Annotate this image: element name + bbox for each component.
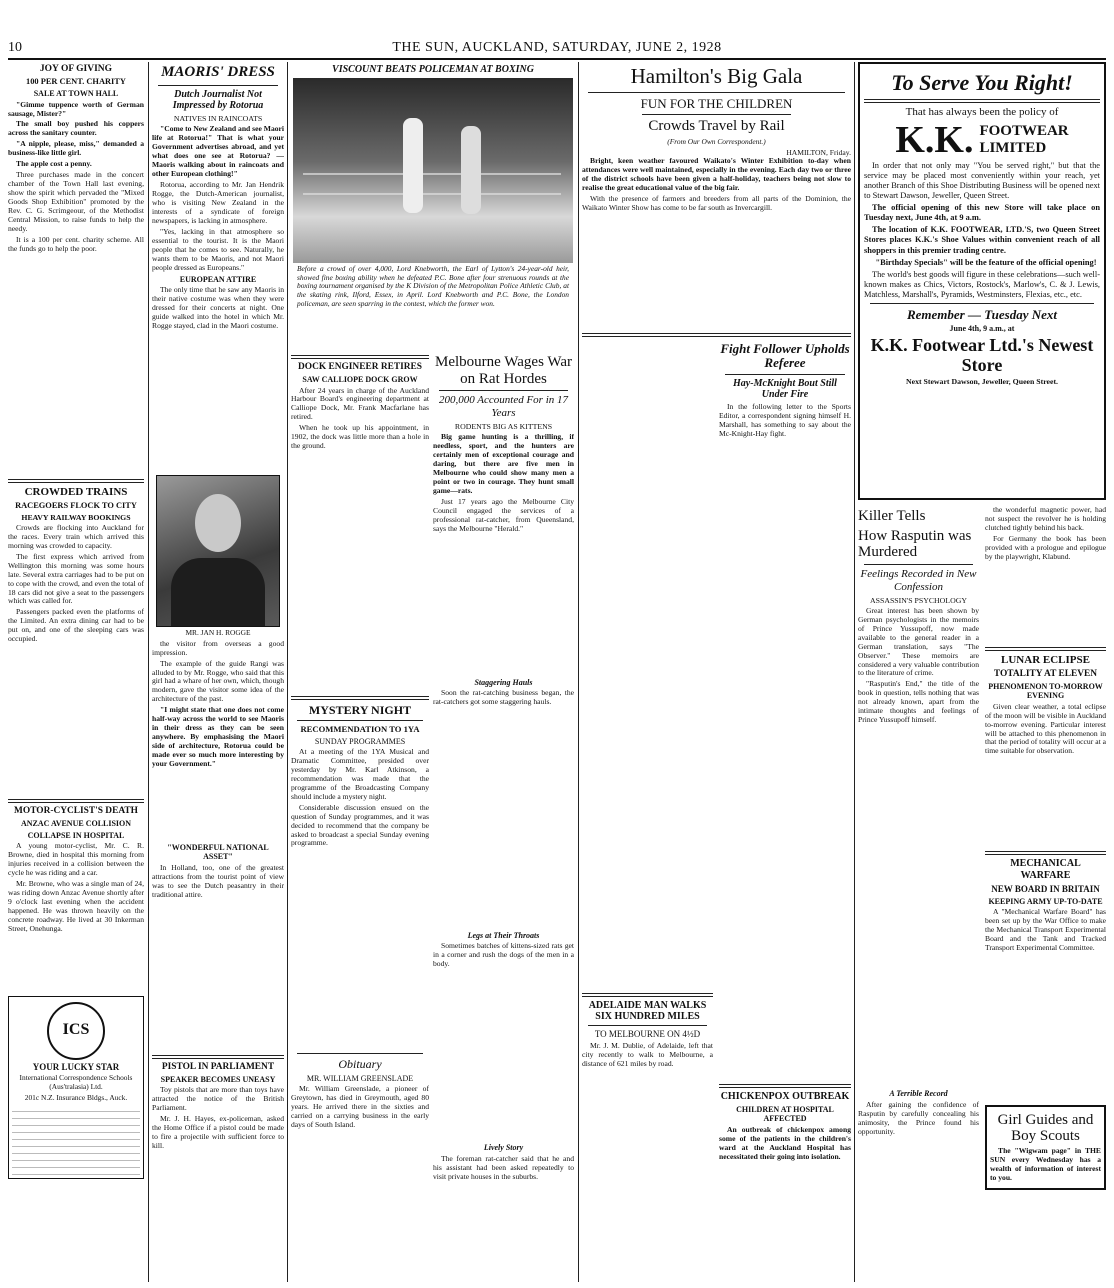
divider [642, 114, 791, 115]
column-rule [578, 62, 579, 1282]
headline: Melbourne Wages War on Rat Hordes [435, 354, 572, 387]
article-continuation [152, 333, 284, 473]
paragraph: Three purchases made in the concert chamber of the Town Hall last evening, show the spirit which pervaded the "Mixed Goods Shop Exhibition" promoted by the Rev. C. G. Scrimgeour, of the Methodist Central Mission, to raise funds to help the needy. [8, 170, 144, 233]
divider [864, 99, 1100, 103]
ad-headline: To Serve You Right! [891, 70, 1073, 95]
divider [439, 390, 568, 391]
subheadline: TO MELBOURNE ON 4½D [594, 1029, 701, 1039]
paragraph: Sometimes batches of kittens-sized rats get in a corner and rush the dogs of the men in a body. [433, 941, 574, 969]
paragraph: Mr. Browne, who was a single man of 24, was riding down Anzac Avenue shortly after 9 o'clock last evening when the accident happened. He was thrown heavily on the concrete roadway. He lived at 30 Inkerman Street, Onehunga. [8, 879, 144, 933]
article-continuation [152, 771, 284, 841]
divider [582, 333, 851, 337]
article-continuation [433, 536, 574, 676]
subheadline: COLLAPSE IN HOSPITAL [27, 830, 125, 840]
ad-text: FOOTWEAR [979, 123, 1069, 140]
headline: ADELAIDE MAN WALKS SIX HUNDRED MILES [588, 1000, 707, 1022]
section-head: A Terrible Record [889, 1089, 948, 1099]
ad-headline: Remember — Tuesday Next [906, 306, 1058, 322]
paragraph: Considerable discussion ensued on the question of Sunday programmes, and it was decided to recommend that the company be asked to broadcast a special Sunday evening programme. [291, 802, 429, 848]
paragraph: The "Wigwam page" in THE SUN every Wednesday has a wealth of information of interest to you. [990, 1145, 1101, 1182]
section-head: Legs at Their Throats [467, 930, 540, 940]
paragraph: "A nipple, please, miss," demanded a business-like little girl. [8, 139, 144, 158]
paragraph: Toy pistols that are more than toys have attracted the notice of the British Parliament. [152, 1085, 284, 1113]
column-6 [858, 506, 1106, 1284]
ics-logo: ICS [47, 1002, 105, 1060]
subheadline: MR. WILLIAM GREENSLADE [306, 1073, 414, 1083]
divider [152, 1055, 284, 1059]
boxer-figure [461, 126, 481, 214]
article-continuation [291, 850, 429, 1050]
subheadline: 200,000 Accounted For in 17 Years [438, 394, 569, 419]
headline: CHICKENPOX OUTBREAK [720, 1091, 850, 1102]
subheadline: HEAVY RAILWAY BOOKINGS [21, 512, 131, 522]
ad-paragraph: The world's best goods will figure in these celebrations—such well-known makes as Chics, Victors, Rostock's, Marlow's, C. & J. Lewis, Matchless, Marshall's, Pyramids, Westminsters, Flexias, etc., etc. [864, 269, 1100, 299]
ad-headline: YOUR LUCKY STAR [32, 1061, 120, 1072]
subheadline: 100 PER CENT. CHARITY [26, 77, 126, 87]
ad-paragraph: The official opening of this new Store will take place on Tuesday next, June 4th, at 9 a.m. [864, 203, 1100, 223]
article-continuation [8, 936, 144, 996]
paragraph: At a meeting of the 1YA Musical and Dramatic Committee, presided over yesterday by Mr. Karl Atkinson, a recommendation was made that the programme of the Broadcasting Company should include a mystery night. [291, 746, 429, 801]
subheadline: Hay-McKnight Bout Still Under Fire [733, 377, 837, 401]
subheadline: SUNDAY PROGRAMMES [314, 736, 406, 746]
headline: How Rasputin was Murdered [858, 527, 972, 561]
guides-notice [985, 1105, 1106, 1190]
subheadline: ANZAC AVENUE COLLISION [20, 819, 132, 829]
ad-text: Next Stewart Dawson, Jeweller, Queen Street. [905, 377, 1058, 387]
article-continuation [582, 340, 713, 990]
divider [588, 1025, 707, 1026]
subheadline: KEEPING ARMY UP-TO-DATE [988, 896, 1103, 906]
paragraph: Great interest has been shown by German psychologists in the memoirs of Prince Yussupoff, now made available to the general reader in a German translation, says "The Observer." These memoirs are considered a very valuable contribution to the literature of crime. [858, 605, 979, 678]
ring-rope [303, 173, 561, 175]
paragraph: In the following letter to the Sports Editor, a correspondent signing himself H. Marshall, has something to say about the Mc-Knight-Hay fight. [719, 402, 851, 439]
paragraph: The apple cost a penny. [16, 159, 92, 169]
headline: LUNAR ECLIPSE [1001, 653, 1090, 666]
subheadline: SAW CALLIOPE DOCK GROW [302, 375, 418, 385]
headline: Obituary [338, 1057, 382, 1072]
headline: MYSTERY NIGHT [308, 703, 412, 718]
headline: CROWDED TRAINS [24, 485, 128, 498]
divider [985, 851, 1106, 855]
paragraph: The only time that he saw any Maoris in their native costume was when they were dressed for their concerts at night. One guide walked into the hotel in which Mr. Rogge stayed, clad in the Maori costume. [152, 285, 284, 330]
ad-paragraph: "Birthday Specials" will be the feature of the official opening! [875, 257, 1097, 267]
paragraph: The first express which arrived from Wellington this morning was some hours late. Several extra carriages had to be put on to cope with the crowd, and even the total of 18 cars did not give a seat to the passengers which was called for. [8, 551, 144, 606]
paragraph: Just 17 years ago the Melbourne City Council engaged the services of a professional rat-catcher, from Queensland, says the Melbourne "Herald." [433, 496, 574, 533]
headline: MECHANICAL WARFARE [1010, 858, 1081, 882]
subheadline: NEW BOARD IN BRITAIN [991, 883, 1100, 894]
divider [297, 720, 423, 721]
subheadline: RACEGOERS FLOCK TO CITY [15, 500, 137, 510]
article-continuation [985, 564, 1106, 644]
column-5 [582, 62, 851, 1284]
divider [291, 696, 429, 700]
ad-headline: K.K. Footwear Ltd.'s Newest Store [870, 334, 1094, 375]
paragraph: Mr. J. M. Dublie, of Adelaide, left that city recently to walk to Melbourne, a distance of 621 miles by road. [582, 1040, 713, 1068]
paragraph: Rotorua, according to Mr. Jan Hendrik Rogge, the Dutch-American journalist, who is visiting New Zealand in the interests of a syndicate of foreign newspapers, is lacking in atmosphere. [152, 180, 284, 225]
article-continuation [291, 453, 429, 693]
section-head: Lively Story [483, 1143, 524, 1153]
subheadline: Feelings Recorded in New Confession [860, 567, 977, 593]
paragraph: After gaining the confidence of Rasputin by carefully concealing his animosity, the Prince found his opportunity. [858, 1099, 979, 1136]
divider [725, 374, 845, 375]
masthead [8, 40, 1106, 60]
article-continuation [8, 256, 144, 476]
ring-rope [303, 193, 561, 195]
paragraph: For Germany the book has been provided with a prologue and epilogue by the playwright, Klabund. [985, 533, 1106, 561]
column-rule [148, 62, 149, 1282]
portrait-face [195, 494, 241, 552]
divider [719, 1084, 851, 1088]
paragraph: A "Mechanical Warfare Board" has been set up by the War Office to make the Mechanical Transport Experimental Board and the Tank and Tracked Transport Experimental Committee. [985, 907, 1106, 952]
headline: Killer Tells [858, 508, 926, 524]
portrait-photo [156, 475, 280, 627]
paragraph: the visitor from overseas a good impression. [152, 638, 284, 657]
headline: Hamilton's Big Gala [630, 64, 803, 88]
ad-text: International Correspondence Schools (Aus'tralasia) Ltd. [19, 1073, 133, 1092]
headline: Fight Follower Upholds Referee [720, 341, 850, 371]
section-head: EUROPEAN ATTIRE [179, 274, 257, 284]
article-continuation [8, 646, 144, 796]
subheadline: ASSASSIN'S PSYCHOLOGY [870, 595, 967, 605]
paragraph: "Gimme tuppence worth of German sausage, Mister?" [8, 99, 144, 118]
article-continuation [985, 758, 1106, 848]
column-rule [287, 62, 288, 1282]
paragraph: With the presence of farmers and breeders from all parts of the Dominion, the Waikato Winter Show has come to be far south as Invercargill. [582, 194, 851, 213]
paragraph: The foreman rat-catcher said that he and his assistant had been asked repeatedly to visit private houses in the suburbs. [433, 1153, 574, 1181]
portrait-suit [171, 558, 265, 626]
page-number: 10 [8, 40, 22, 55]
divider [588, 92, 845, 93]
divider [864, 564, 973, 565]
divider [582, 993, 713, 997]
section-head: Staggering Hauls [474, 677, 533, 687]
boxer-figure [403, 118, 423, 213]
paragraph: The example of the guide Rangi was alluded to by Mr. Rogge, who said that this girl had a whare of her own, which, though modern, gave the visitor some idea of the architecture of the past. [152, 658, 284, 704]
headline: MAORIS' DRESS [161, 64, 275, 80]
paragraph: "Come to New Zealand and see Maori life at Rotorua!" That is what your Government advertises abroad, and yet what does one see at Rotorua? — Maoris walking about in raincoats and other European clothing!" [152, 124, 284, 179]
paragraph: The small boy pushed his coppers across the sanitary counter. [8, 119, 144, 138]
divider [870, 303, 1094, 304]
paragraph: Mr. William Greenslade, a pioneer of Greytown, has died in Greymouth, aged 80 years. He arrived there in the sixties and carried on a carrying business in the early days of South Island. [291, 1084, 429, 1129]
subheadline: RECOMMENDATION TO 1YA [300, 724, 420, 735]
column-2 [152, 62, 284, 1284]
headline: DOCK ENGINEER RETIRES [298, 362, 422, 372]
article-continuation [433, 709, 574, 929]
subheadline: NATIVES IN RAINCOATS [173, 114, 263, 124]
article-continuation [152, 902, 284, 1052]
ad-text: That has always been the policy of [905, 105, 1059, 118]
paragraph: Bright, keen weather favoured Waikato's Winter Exhibition to-day when attendances were well maintained, especially in the evening. Each day two or three of the district schools have been given a half-holiday, teachers being not slow to realise the great educational value of the big fair. [582, 156, 851, 193]
kk-logo: K.K. [895, 118, 974, 161]
divider [8, 799, 144, 803]
headline: Girl Guides and Boy Scouts [997, 1111, 1094, 1145]
headline: MOTOR-CYCLIST'S DEATH [14, 806, 138, 817]
headline: PISTOL IN PARLIAMENT [161, 1061, 275, 1072]
paragraph: When he took up his appointment, in 1902, the dock was little more than a hole in the ground. [291, 423, 429, 451]
paragraph: "Rasputin's End," the title of the book in question, tells nothing that was not already known, apart from the intimate thoughts and feelings of Prince Yussupoff himself. [858, 679, 979, 725]
column-1 [8, 62, 144, 1284]
headline: JOY OF GIVING [39, 64, 113, 74]
divider [985, 647, 1106, 651]
ad-paragraph: The location of K.K. FOOTWEAR, LTD.'S, two Queen Street Stores places K.K.'s Shoe Values within convenient reach of all shoppers in this premier trading centre. [864, 225, 1100, 255]
paragraph: It is a 100 per cent. charity scheme. All the funds go to help the poor. [8, 234, 144, 253]
boxing-photo [293, 78, 573, 263]
section-head: "WONDERFUL NATIONAL ASSET" [167, 843, 269, 862]
ad-text: June 4th, 9 a.m., at [949, 324, 1015, 334]
ad-text: LIMITED [979, 139, 1047, 156]
column-rule [854, 62, 855, 1282]
paragraph: "I might state that one does not come half-way across the world to see Maoris in their dress as they can be seen anywhere. By emphasising the Maori side of architecture, Rotorua could be made ever so much more interesting by your Government." [152, 705, 284, 769]
paragraph: Soon the rat-catching business began, the rat-catchers got some staggering hauls. [433, 688, 574, 706]
subheadline: Dutch Journalist Not Impressed by Rotorua [172, 88, 264, 112]
photo-caption: MR. JAN H. ROGGE [185, 627, 251, 637]
paragraph: the wonderful magnetic power, had not suspect the revolver he is holding clutched tightly behind his back. [985, 506, 1106, 532]
article-continuation [858, 727, 979, 1087]
coupon-lines [12, 1105, 140, 1175]
article-continuation [985, 955, 1106, 1105]
photo-caption: Before a crowd of over 4,000, Lord Knebworth, the Earl of Lytton's 24-year-old heir, showed fine boxing ability when he defeated P.C. Bone after four strenuous rounds at the boxing tournament organised by the K Division of the Metropolitan Police Athletic Club, at the skating rink, Ilford, Essex, in April. Lord Knebworth and P.C. Bone, the London policeman, are seen sparring in the contest, which the former won. [297, 263, 569, 308]
article-continuation [433, 971, 574, 1141]
ics-advertisement [8, 996, 144, 1179]
newspaper-title: THE SUN, AUCKLAND, SATURDAY, JUNE 2, 1928 [392, 40, 722, 55]
paragraph: Mr. J. H. Hayes, ex-policeman, asked the Home Office if a pistol could be made to fire a projectile with sufficient force to kill. [152, 1114, 284, 1150]
paragraph: A young motor-cyclist, Mr. C. R. Browne, died in hospital this morning from injuries received in a collision between the cycle he was riding and a car. [8, 841, 144, 878]
paragraph: After 24 years in charge of the Auckland Harbour Board's engineering department at Calliope Dock, Mr. Frank Macfarlane has retired. [291, 385, 429, 422]
column-4 [433, 352, 574, 1284]
subheadline: PHENOMENON TO-MORROW EVENING [988, 681, 1103, 701]
subheadline: SALE AT TOWN HALL [33, 89, 119, 99]
subheadline: FUN FOR THE CHILDREN [640, 95, 793, 111]
paragraph: Passengers packed even the platforms of the Limited. An extra dining car had to be put on, and one of the sleeping cars was occupied. [8, 607, 144, 644]
paragraph: In Holland, too, one of the greatest attractions from the tourist point of view was to see the Dutch peasantry in their traditional attire. [152, 862, 284, 899]
divider [8, 479, 144, 483]
byline: (From Our Own Correspondent.) [667, 136, 766, 146]
dateline: HAMILTON, Friday. [786, 147, 851, 157]
subheadline: TOTALITY AT ELEVEN [993, 668, 1098, 679]
subheadline: SPEAKER BECOMES UNEASY [160, 1074, 276, 1084]
headline: VISCOUNT BEATS POLICEMAN AT BOXING [332, 64, 534, 75]
subheadline: RODENTS BIG AS KITTENS [454, 421, 553, 431]
subheadline: Crowds Travel by Rail [648, 118, 785, 135]
paragraph: Big game hunting is a thrilling, if needless, sport, and the hunters are certainly men of exceptional courage and daring, but there are five men in Melbourne who could show many men a point or two in courage. They hunt small game—rats. [433, 432, 574, 495]
divider [297, 1053, 423, 1054]
divider [291, 355, 429, 359]
column-3 [291, 352, 429, 1284]
ad-text: 201c N.Z. Insurance Bldgs., Auck. [24, 1092, 128, 1102]
paragraph: Given clear weather, a total eclipse of the moon will be visible in Auckland to-morrow evening. Particular interest will be attached to this phenomenon in that the period of totality will occur at a time suitable for observation. [985, 701, 1106, 756]
subheadline: CHILDREN AT HOSPITAL AFFECTED [736, 1104, 834, 1124]
paragraph: Crowds are flocking into Auckland for the races. Every train which arrived this morning was crowded to capacity. [8, 522, 144, 550]
divider [158, 85, 278, 86]
ad-paragraph: In order that not only may "You be served right," but that the service may be placed most conveniently within your reach, yet another Branch of this Shoe Distributing Business will be opened next to Stewart Dawson, Jeweller, Queen Street. [864, 160, 1100, 201]
paragraph: An outbreak of chickenpox among some of the patients in the children's ward at the Auckland Hospital has necessitated their going into isolation. [719, 1124, 851, 1161]
paragraph: "Yes, lacking in that atmosphere so essential to the tourist. It is the Maori people that he comes to see. Naturally, he wants them to be Maoris, and not Maori people dressed as Europeans." [152, 226, 284, 272]
boxing-feature [291, 62, 575, 344]
kk-footwear-advertisement [858, 62, 1106, 502]
article-continuation [719, 441, 851, 1081]
